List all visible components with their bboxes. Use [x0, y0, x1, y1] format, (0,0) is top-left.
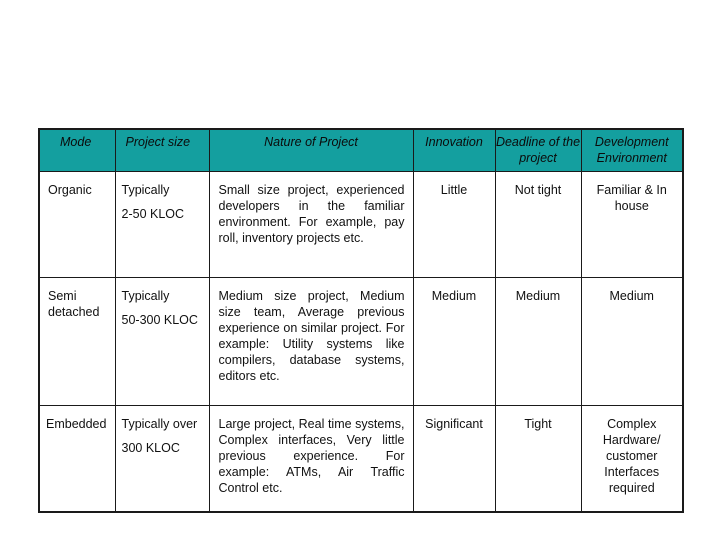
- cell-mode: Embedded: [39, 405, 115, 512]
- project-modes-table: [38, 128, 684, 513]
- header-nature-of-project: Nature of Project: [209, 129, 413, 171]
- cell-environment: Medium: [581, 277, 683, 405]
- table-body: [39, 171, 683, 512]
- cell-deadline: Medium: [495, 277, 581, 405]
- table-header: [39, 129, 683, 171]
- header-deadline: Deadline of the project: [495, 129, 581, 171]
- size-range: 300 KLOC: [121, 440, 180, 455]
- cell-mode: Organic: [39, 171, 115, 277]
- cell-project-size: [115, 171, 209, 277]
- header-innovation: Innovation: [413, 129, 495, 171]
- cell-innovation: Medium: [413, 277, 495, 405]
- header-row: [39, 129, 683, 171]
- cell-environment: Familiar & In house: [581, 171, 683, 277]
- size-label: Typically: [121, 182, 170, 197]
- header-development-environment: Development Environment: [581, 129, 683, 171]
- cell-mode: Semi detached: [39, 277, 115, 405]
- cell-nature: Small size project, experienced developers in the familiar environment. For example, pay roll, inventory projects etc.: [209, 171, 413, 277]
- size-label: Typically: [121, 288, 170, 303]
- cell-deadline: Not tight: [495, 171, 581, 277]
- cell-deadline: Tight: [495, 405, 581, 512]
- size-label: Typically over: [121, 416, 198, 431]
- cell-nature: Medium size project, Medium size team, Average previous experience on similar project. For example: Utility systems like compilers, database systems, editors etc.: [209, 277, 413, 405]
- cell-innovation: Significant: [413, 405, 495, 512]
- header-project-size: Project size: [115, 129, 209, 171]
- size-range: 50-300 KLOC: [121, 312, 198, 327]
- size-range: 2-50 KLOC: [121, 206, 185, 221]
- cell-innovation: Little: [413, 171, 495, 277]
- cell-project-size: [115, 405, 209, 512]
- table-row-semi-detached: [39, 277, 683, 405]
- cell-project-size: [115, 277, 209, 405]
- table-row-organic: [39, 171, 683, 277]
- header-mode: Mode: [39, 129, 115, 171]
- cell-environment: Complex Hardware/ customer Interfaces required: [581, 405, 683, 512]
- cell-nature: Large project, Real time systems, Complex interfaces, Very little previous experience. For example: ATMs, Air Traffic Control etc.: [209, 405, 413, 512]
- table-row-embedded: [39, 405, 683, 512]
